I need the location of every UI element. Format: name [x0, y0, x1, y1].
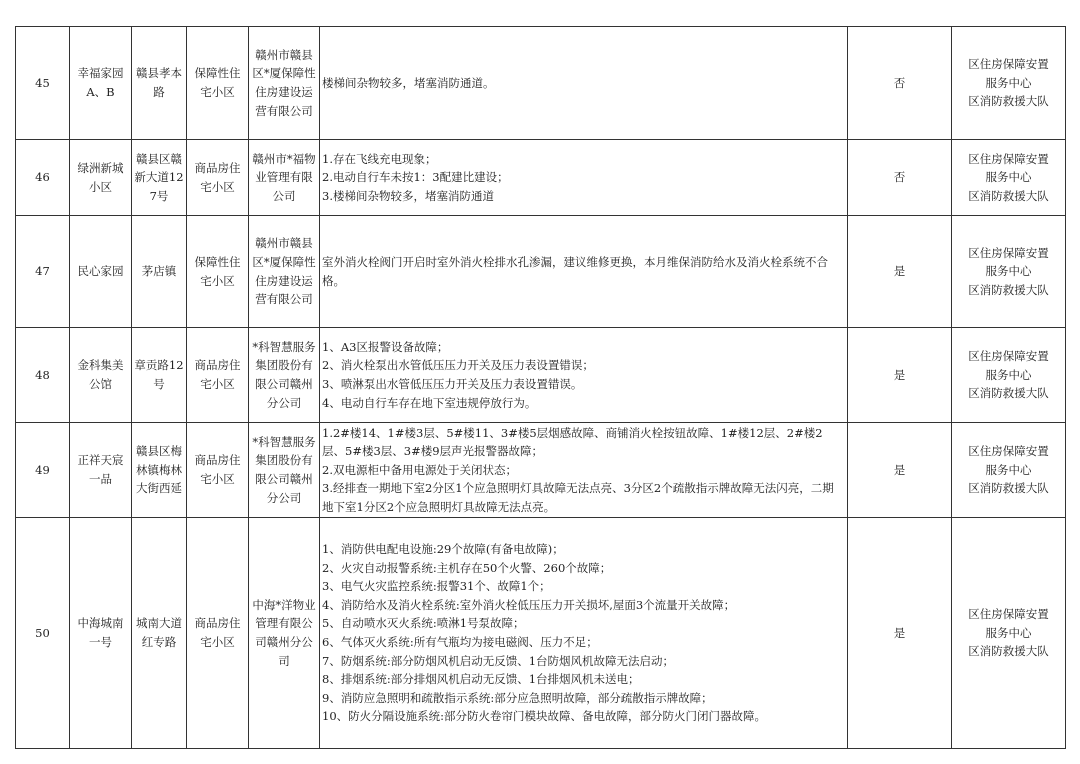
community-name-cell: 绿洲新城小区: [70, 140, 132, 216]
property-company-cell: 赣州市赣县区*厦保障性住房建设运营有限公司: [249, 216, 320, 328]
issue-line: 6、气体灭火系统:所有气瓶均为接电磁阀、压力不足；: [322, 635, 598, 649]
rectified-flag-cell: 否: [848, 27, 952, 140]
issue-line: 4、电动自行车存在地下室违规停放行为。: [322, 395, 537, 410]
property-company-cell: 赣州市赣县区*厦保障性住房建设运营有限公司: [249, 27, 320, 140]
community-name-cell: 中海城南一号: [70, 518, 132, 749]
issue-line: 4、消防给水及消火栓系统:室外消火栓低压压力开关损坏,屋面3个流量开关故障；: [322, 597, 736, 612]
row-number-cell: 49: [16, 423, 70, 518]
community-type-cell: 保障性住宅小区: [187, 216, 249, 328]
address-cell: 章贡路12号: [132, 328, 187, 423]
department-line: 区住房保障安置: [968, 607, 1049, 622]
issue-line: 3、电气火灾监控系统:报警31个、故障1个；: [322, 579, 551, 594]
department-line: 区住房保障安置: [968, 444, 1049, 459]
address-cell: 赣县区赣新大道127号: [132, 140, 187, 216]
community-name-cell: 正祥天宸一品: [70, 423, 132, 518]
issues-cell: [320, 518, 848, 749]
community-name-cell: 金科集美公馆: [70, 328, 132, 423]
rectified-flag-cell: 是: [848, 518, 952, 749]
rectified-flag-cell: 否: [848, 140, 952, 216]
rectified-flag-cell: 是: [848, 423, 952, 518]
department-line: 服务中心: [985, 625, 1032, 640]
inspection-table: [15, 26, 1066, 749]
issues-cell: [320, 27, 848, 140]
issue-line: 1.2#楼14、1#楼3层、5#楼11、3#楼5层烟感故障、商铺消火栓按钮故障、1#楼12层、2#楼2层、5#楼3层、3#楼9层声光报警器故障；: [322, 425, 823, 459]
responsible-departments-cell: [952, 328, 1066, 423]
issue-line: 7、防烟系统:部分防烟风机启动无反馈、1台防烟风机故障无法启动；: [322, 653, 675, 668]
property-company-cell: *科智慧服务集团股份有限公司赣州分公司: [249, 328, 320, 423]
responsible-departments-cell: [952, 423, 1066, 518]
department-line: 区消防救援大队: [968, 644, 1049, 659]
department-line: 服务中心: [985, 462, 1032, 477]
issue-line: 1、A3区报警设备故障；: [322, 339, 449, 354]
issues-cell: [320, 423, 848, 518]
address-cell: 茅店镇: [132, 216, 187, 328]
issue-line: 3.楼梯间杂物较多，堵塞消防通道: [322, 188, 494, 203]
department-line: 区消防救援大队: [968, 188, 1049, 203]
issue-line: 2、火灾自动报警系统:主机存在50个火警、260个故障；: [322, 560, 612, 575]
community-name-cell: 幸福家园A、B: [70, 27, 132, 140]
issue-line: 3.经排查一期地下室2分区1个应急照明灯具故障无法点亮、3分区2个疏散指示牌故障无法闪亮，二期地下室1分区2个应急照明灯具故障无法点亮。: [322, 481, 834, 514]
issue-line: 2、消火栓泵出水管低压压力开关及压力表设置错误；: [322, 358, 594, 373]
property-company-cell: *科智慧服务集团股份有限公司赣州分公司: [249, 423, 320, 518]
issue-line: 3、喷淋泵出水管低压压力开关及压力表设置错误。: [322, 377, 583, 391]
row-number-cell: 46: [16, 140, 70, 216]
issue-line: 2.双电源柜中备用电源处于关闭状态；: [322, 462, 517, 477]
responsible-departments-cell: [952, 216, 1066, 328]
responsible-departments-cell: [952, 518, 1066, 749]
department-line: 服务中心: [985, 170, 1032, 185]
table-row: [16, 27, 1066, 140]
responsible-departments-cell: [952, 140, 1066, 216]
issue-line: 室外消火栓阀门开启时室外消火栓排水孔渗漏，建议维修更换，本月维保消防给水及消火栓系统不合格。: [322, 254, 828, 288]
row-number-cell: 48: [16, 328, 70, 423]
issue-line: 2.电动自行车未按1：3配建比建设；: [322, 170, 509, 185]
community-type-cell: 商品房住宅小区: [187, 423, 249, 518]
issue-line: 1、消防供电配电设施:29个故障(有备电故障)；: [322, 542, 564, 557]
community-type-cell: 商品房住宅小区: [187, 328, 249, 423]
property-company-cell: 赣州市*福物业管理有限公司: [249, 140, 320, 216]
table-row: [16, 518, 1066, 749]
rectified-flag-cell: 是: [848, 216, 952, 328]
department-line: 区住房保障安置: [968, 151, 1049, 166]
issue-line: 9、消防应急照明和疏散指示系统:部分应急照明故障，部分疏散指示牌故障；: [322, 690, 713, 705]
department-line: 区消防救援大队: [968, 481, 1049, 496]
department-line: 服务中心: [985, 75, 1032, 90]
responsible-departments-cell: [952, 27, 1066, 140]
department-line: 区住房保障安置: [968, 349, 1049, 364]
department-line: 服务中心: [985, 264, 1032, 279]
department-line: 服务中心: [985, 367, 1032, 382]
address-cell: 赣县区梅林镇梅林大街西延: [132, 423, 187, 518]
issue-line: 8、排烟系统:部分排烟风机启动无反馈、1台排烟风机未送电；: [322, 672, 640, 687]
issues-cell: [320, 216, 848, 328]
table-row: [16, 423, 1066, 518]
issue-line: 1.存在飞线充电现象；: [322, 151, 437, 166]
row-number-cell: 47: [16, 216, 70, 328]
property-company-cell: 中海*洋物业管理有限公司赣州分公司: [249, 518, 320, 749]
department-line: 区消防救援大队: [968, 282, 1049, 297]
issue-line: 楼梯间杂物较多，堵塞消防通道。: [322, 75, 495, 90]
department-line: 区消防救援大队: [968, 386, 1049, 401]
table-row: [16, 140, 1066, 216]
community-type-cell: 商品房住宅小区: [187, 518, 249, 749]
community-name-cell: 民心家园: [70, 216, 132, 328]
department-line: 区住房保障安置: [968, 57, 1049, 72]
rectified-flag-cell: 是: [848, 328, 952, 423]
issue-line: 5、自动喷水灭火系统:喷淋1号泵故障；: [322, 616, 525, 631]
address-cell: 城南大道 红专路: [132, 518, 187, 749]
address-cell: 赣县孝本路: [132, 27, 187, 140]
department-line: 区住房保障安置: [968, 245, 1049, 260]
table-row: [16, 328, 1066, 423]
department-line: 区消防救援大队: [968, 94, 1049, 109]
table-row: [16, 216, 1066, 328]
issue-line: 10、防火分隔设施系统:部分防火卷帘门模块故障、备电故障，部分防火门闭门器故障。: [322, 709, 767, 724]
community-type-cell: 保障性住宅小区: [187, 27, 249, 140]
community-type-cell: 商品房住宅小区: [187, 140, 249, 216]
issues-cell: [320, 140, 848, 216]
row-number-cell: 50: [16, 518, 70, 749]
row-number-cell: 45: [16, 27, 70, 140]
issues-cell: [320, 328, 848, 423]
